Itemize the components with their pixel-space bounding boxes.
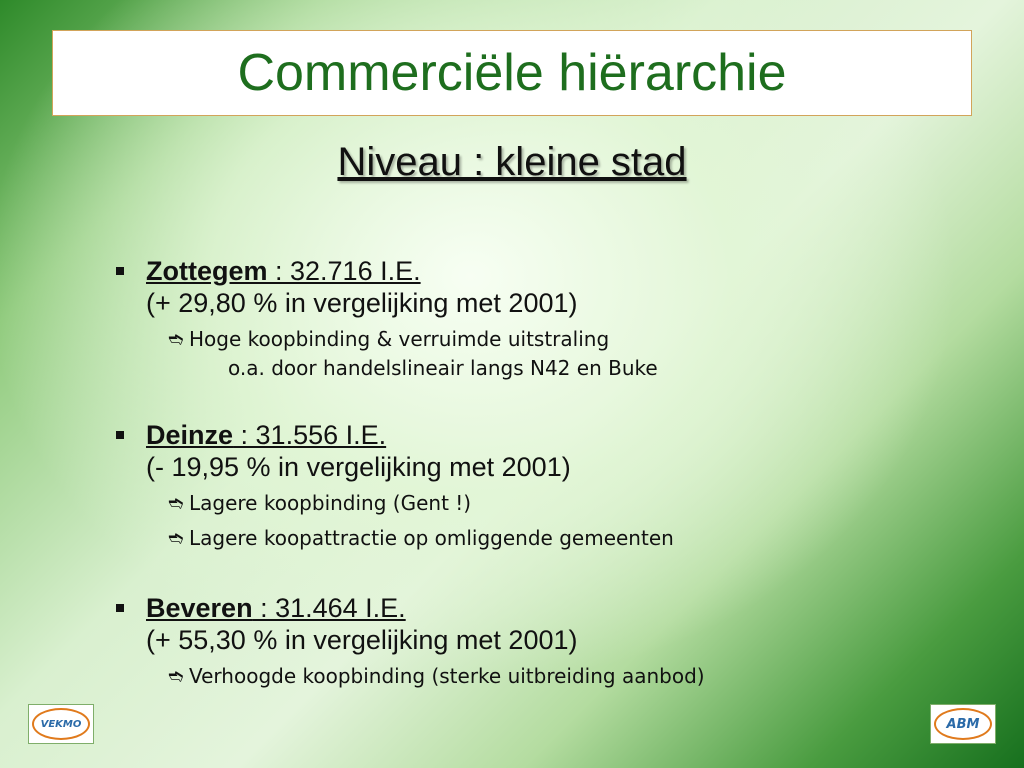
city-value: : 31.556 I.E. [233,420,387,450]
arrow-icon: ➬ [168,528,184,549]
note-item [166,489,976,518]
list-item-zottegem [116,255,976,382]
vekmo-logo [28,704,94,744]
city-change: (- 19,95 % in vergelijking met 2001) [146,452,571,482]
city-name: Beveren [146,593,253,623]
city-name: Deinze [146,420,234,450]
note-text: Verhoogde koopbinding (sterke uitbreiding aanbod) [189,664,705,688]
square-bullet-icon [116,604,124,612]
title-box [52,30,972,116]
arrow-icon: ➬ [168,666,184,687]
list-item-beveren [116,592,976,691]
city-value: : 31.464 I.E. [252,593,406,623]
note-text: Lagere koopbinding (Gent !) [189,491,472,515]
city-change: (+ 29,80 % in vergelijking met 2001) [146,288,578,318]
arrow-icon: ➬ [168,493,184,514]
arrow-icon: ➬ [168,329,184,350]
note-text: Lagere koopattractie op omliggende gemeenten [189,526,674,550]
note-item [166,524,976,553]
note-item [166,662,976,691]
city-change: (+ 55,30 % in vergelijking met 2001) [146,625,578,655]
note-continuation: o.a. door handelslineair langs N42 en Buke [228,356,658,380]
abm-logo [930,704,996,744]
slide-subtitle: Niveau : kleine stad [337,140,687,184]
note-item [166,325,976,354]
slide-title: Commerciële hiërarchie [237,44,787,102]
logo-text: VEKMO [32,708,90,740]
logo-text: ABM [934,708,992,740]
note-text: Hoge koopbinding & verruimde uitstraling [189,327,610,351]
city-name: Zottegem [146,256,268,286]
city-value: : 32.716 I.E. [267,256,421,286]
list-item-deinze [116,419,976,553]
square-bullet-icon [116,267,124,275]
square-bullet-icon [116,431,124,439]
